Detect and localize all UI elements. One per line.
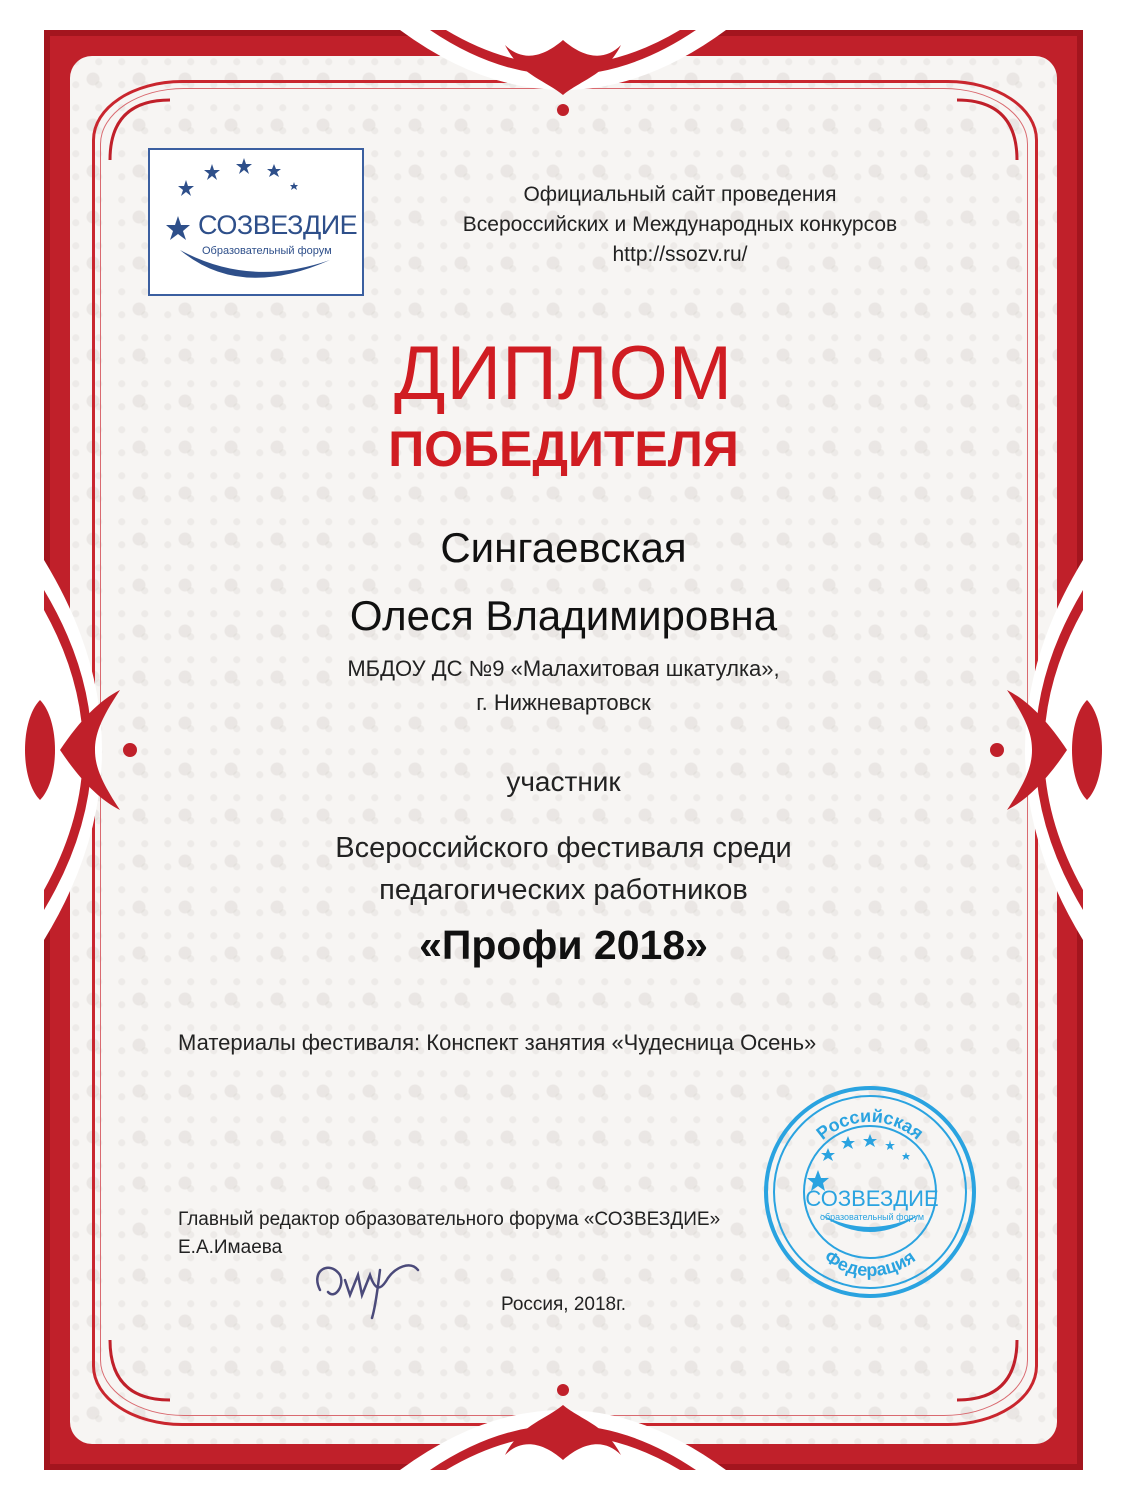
stamp-top-text: Российская (812, 1105, 928, 1144)
recipient-organization: МБДОУ ДС №9 «Малахитовая шкатулка», (347, 656, 780, 681)
top-ornament (400, 30, 726, 116)
festival-line1: Всероссийского фестиваля среди (335, 832, 792, 864)
stamp-seal (760, 1082, 980, 1302)
festival-title: «Профи 2018» (419, 922, 708, 968)
site-info (420, 180, 940, 270)
site-url: http://ssozv.ru/ (612, 243, 748, 266)
stamp-name: СОЗВЕЗДИЕ (805, 1186, 939, 1211)
recipient-surname: Сингаевская (440, 524, 687, 571)
logo (148, 148, 364, 296)
festival-materials: Материалы фестиваля: Конспект занятия «Чудесница Осень» (178, 1030, 817, 1055)
svg-text:Федерация (821, 1246, 919, 1280)
recipient-role: участник (506, 766, 621, 797)
logo-subtitle: Образовательный форум (202, 245, 332, 257)
footer-place-year: Россия, 2018г. (500, 1294, 627, 1315)
logo-name: СОЗВЕЗДИЕ (198, 210, 358, 240)
recipient-given-name: Олеся Владимировна (349, 592, 778, 639)
stamp-stars-icon (807, 1134, 910, 1191)
editor-block (178, 1206, 720, 1262)
site-info-line1: Официальный сайт проведения (523, 183, 837, 206)
festival-line2: педагогических работников (379, 874, 748, 906)
editor-position: Главный редактор образовательного форума «СОЗВЕЗДИЕ» (178, 1209, 721, 1230)
stamp-subtitle: образовательный форум (819, 1212, 925, 1222)
recipient-city: г. Нижневартовск (476, 690, 651, 715)
diploma-title: ДИПЛОМ (393, 331, 734, 416)
diploma-subtitle: ПОБЕДИТЕЛЯ (388, 421, 739, 477)
stamp-bottom-text: Федерация (821, 1246, 919, 1281)
site-info-line2: Всероссийских и Международных конкурсов (462, 213, 898, 236)
editor-name: Е.А.Имаева (178, 1237, 283, 1258)
bottom-ornament (400, 1384, 726, 1470)
